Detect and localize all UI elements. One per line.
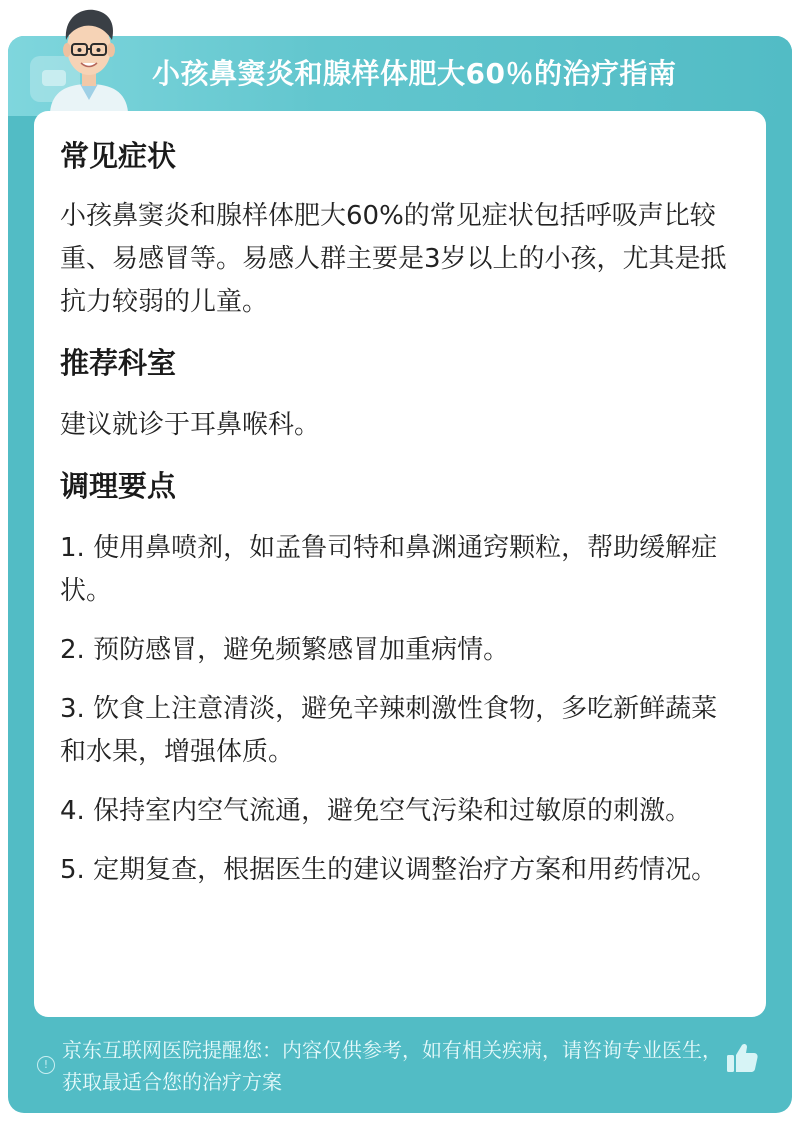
card-content xyxy=(60,135,730,892)
department-text: 建议就诊于耳鼻喉科。 xyxy=(60,410,321,440)
section-title-care: 调理要点 xyxy=(60,469,177,503)
content-card xyxy=(34,111,766,1017)
care-item-3: 3. 饮食上注意清淡，避免辛辣刺激性食物，多吃新鲜蔬菜和水果，增强体质。 xyxy=(60,694,718,767)
section-title-symptoms: 常见症状 xyxy=(60,139,177,173)
care-item-4: 4. 保持室内空气流通，避免空气污染和过敏原的刺激。 xyxy=(60,796,692,826)
care-item-5: 5. 定期复查，根据医生的建议调整治疗方案和用药情况。 xyxy=(60,855,718,885)
footer-disclaimer xyxy=(34,1034,734,1104)
care-item-2: 2. 预防感冒，避免频繁感冒加重病情。 xyxy=(60,635,510,665)
section-title-department: 推荐科室 xyxy=(60,346,177,380)
page-title: 小孩鼻窦炎和腺样体肥大60％的治疗指南 xyxy=(152,57,677,90)
doctor-avatar xyxy=(44,0,134,112)
symptoms-text: 小孩鼻窦炎和腺样体肥大60%的常见症状包括呼吸声比较重、易感冒等。易感人群主要是3岁以上的小孩，尤其是抵抗力较弱的儿童。 xyxy=(60,201,727,317)
disclaimer-text: 京东互联网医院提醒您：内容仅供参考，如有相关疾病，请咨询专业医生，获取最适合您的治疗方案 xyxy=(62,1038,722,1094)
care-item-1: 1. 使用鼻喷剂，如孟鲁司特和鼻渊通窍颗粒，帮助缓解症状。 xyxy=(60,533,718,606)
thumbs-up-icon[interactable] xyxy=(724,1040,760,1076)
info-icon: ! xyxy=(37,1056,55,1074)
